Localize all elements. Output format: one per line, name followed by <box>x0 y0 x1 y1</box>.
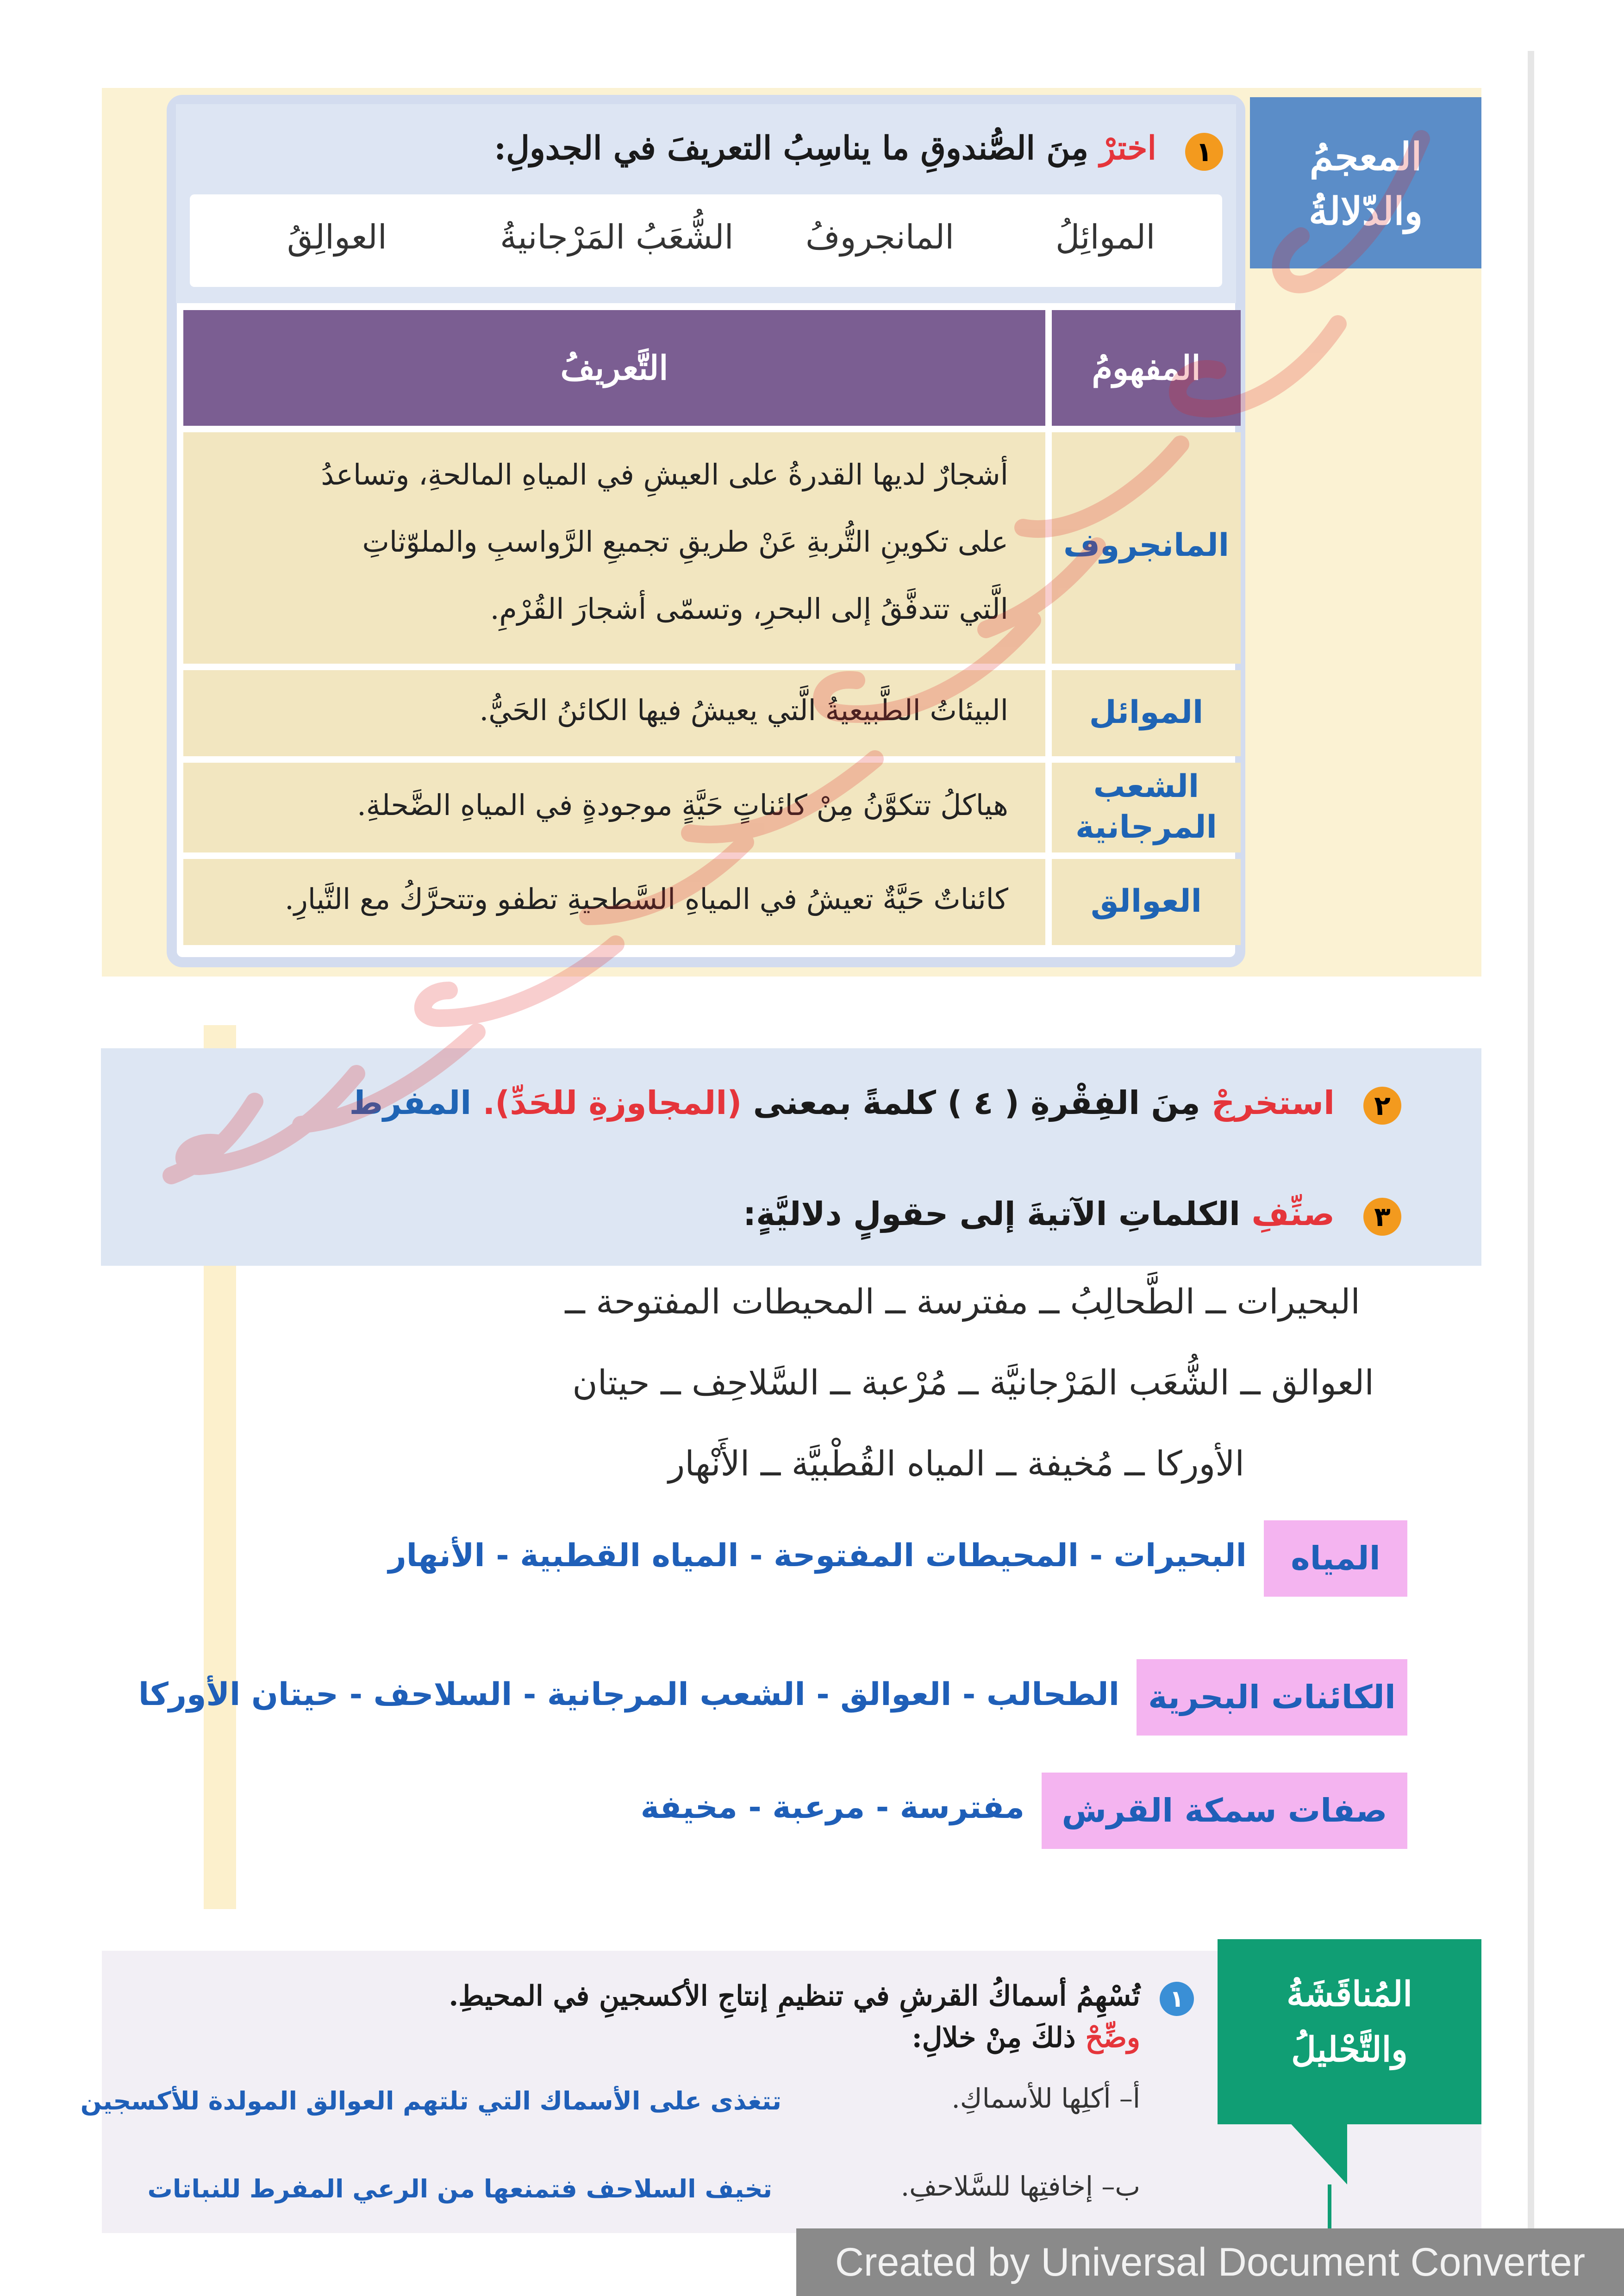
section-label-line2: والتَّحْليلُ <box>1291 2030 1408 2070</box>
table-row-2-concept <box>1052 670 1241 756</box>
definition-line: كائناتٌ حَيَّةٌ تعيشُ في المياهِ السَّطحيةِ تطفو وتتحرَّكُ مع التَّيارِ. <box>285 882 1008 916</box>
question-4-part-a-answer: تتغذى على الأسماك التي تلتهم العوالق المولدة للأكسجين <box>80 2086 781 2116</box>
concept-text: المانجروف <box>1063 527 1230 564</box>
word-box-item-2: المانجروفُ <box>806 218 955 256</box>
category-label-marine-life: الكائنات البحرية <box>1137 1659 1407 1736</box>
section-label-lexicon <box>1250 97 1481 268</box>
table-header-concept <box>1052 310 1241 426</box>
section-label-line2: والدّلالةُ <box>1308 189 1423 234</box>
converter-footer-text: Created by Universal Document Converter <box>835 2240 1586 2284</box>
question-2-verb: استخرجْ <box>1212 1084 1335 1122</box>
question-number-4: ١ <box>1160 1982 1194 2016</box>
question-3-text: الكلماتِ الآتيةَ إلى حقولٍ دلاليَّةٍ: <box>743 1195 1241 1233</box>
category-answer-marine-life: الطحالب - العوالق - الشعب المرجانية - السلاحف - حيتان الأوركا <box>138 1676 1119 1713</box>
table-row-3-concept <box>1052 763 1241 852</box>
question-number-1: ١ <box>1185 133 1223 171</box>
concept-text-line2: المرجانية <box>1075 809 1217 846</box>
concept-text-line1: الشعب <box>1093 768 1199 805</box>
category-label-water: المياه <box>1264 1520 1407 1597</box>
concept-text: الموائل <box>1089 694 1204 731</box>
table-row-1-concept <box>1052 432 1241 664</box>
table-header-definition-text: التَّعريفُ <box>560 348 668 387</box>
category-answer-shark-traits: مفترسة - مرعبة - مخيفة <box>640 1789 1024 1826</box>
question-band <box>101 1048 1481 1266</box>
section-label-line1: المعجمُ <box>1309 135 1422 179</box>
definition-line: على تكوينِ التُّربةِ عَنْ طريقِ تجميعِ الرَّواسبِ والملوّثاتِ <box>362 525 1008 559</box>
word-box-item-1: الموائِلُ <box>1056 218 1156 256</box>
section-label-line1: المُناقَشَةُ <box>1287 1974 1412 2014</box>
label-pointer <box>1287 2120 1347 2184</box>
word-list-line-1: البحيرات ــ الطَّحالِبُ ــ مفترسة ــ المحيطات المفتوحة ــ <box>565 1282 1360 1322</box>
table-row-4-definition <box>183 859 1045 945</box>
table-header-definition <box>183 310 1045 426</box>
question-4-part-a: أ– أكلِها للأسماكِ. <box>951 2083 1140 2114</box>
label-stem <box>1328 2184 1331 2235</box>
concept-text: العوالق <box>1091 883 1202 920</box>
page-margin-rule <box>1528 51 1534 2259</box>
question-2-meaning: (المجاوزةِ للحَدِّ). <box>482 1084 742 1122</box>
definition-line: هياكلُ تتكوَّنُ مِنْ كائناتٍ حَيَّةٍ موجودةٍ في المياهِ الضَّحلةِ. <box>357 788 1008 822</box>
question-number-2: ٢ <box>1363 1087 1401 1125</box>
question-1-title <box>494 129 1156 167</box>
question-1-verb: اخترْ <box>1099 129 1156 167</box>
question-2-text: مِنَ الفِقْرةِ ( ٤ ) كلمةً بمعنى <box>753 1084 1200 1122</box>
table-row-3-definition <box>183 763 1045 852</box>
category-label-shark-traits: صفات سمكة القرش <box>1042 1773 1407 1849</box>
word-box-item-3: الشُّعَبُ المَرْجانيةُ <box>500 218 734 256</box>
question-2-line <box>349 1084 1335 1122</box>
question-2-answer: المفرط <box>349 1084 472 1122</box>
question-3-verb: صنِّفِ <box>1251 1195 1335 1233</box>
definition-line: الَّتي تتدفَّقُ إلى البحرِ، وتسمّى أشجارَ القُرْمِ. <box>490 592 1008 626</box>
word-box-item-4: العوالِقُ <box>287 218 387 256</box>
table-row-2-definition <box>183 670 1045 756</box>
table-header-concept-text: المفهومُ <box>1092 348 1201 387</box>
category-answer-water: البحيرات - المحيطات المفتوحة - المياه القطبية - الأنهار <box>388 1537 1247 1574</box>
question-4-part-b-answer: تخيف السلاحف فتمنعها من الرعي المفرط للنباتات <box>147 2174 772 2203</box>
definition-line: أشجارٌ لديها القدرةُ على العيشِ في المياهِ المالحةِ، وتساعدُ <box>321 458 1008 492</box>
converter-footer <box>796 2228 1624 2296</box>
question-4-verb: وضِّحْ <box>1085 2022 1140 2054</box>
question-4-rest: ذلكَ مِنْ خلالِ: <box>912 2022 1076 2054</box>
question-1-text: مِنَ الصُّندوقِ ما يناسِبُ التعريفَ في الجدولِ: <box>494 129 1089 167</box>
table-row-4-concept <box>1052 859 1241 945</box>
definition-line: البيئاتُ الطَّبيعيةُ الَّتي يعيشُ فيها الكائنُ الحَيُّ. <box>479 693 1008 727</box>
question-4-part-b: ب– إخافتِها للسَّلاحفِ. <box>900 2171 1140 2202</box>
word-list-line-2: العوالق ــ الشُّعَب المَرْجانيَّة ــ مُرْعبة ــ السَّلاحِف ــ حيتان <box>572 1363 1374 1403</box>
table-row-1-definition <box>183 432 1045 664</box>
question-4-instruction <box>912 2022 1140 2054</box>
question-3-line <box>743 1195 1335 1233</box>
question-number-3: ٣ <box>1363 1198 1401 1236</box>
question-4-text: تُسْهِمُ أسماكُ القرشِ في تنظيمِ إنتاجِ الأكسجينِ في المحيطِ. <box>449 1980 1140 2012</box>
word-list-line-3: الأوركا ــ مُخيفة ــ المياه القُطْبيَّة ــ الأَنْهار <box>668 1444 1244 1484</box>
section-label-discussion <box>1218 1939 1481 2124</box>
